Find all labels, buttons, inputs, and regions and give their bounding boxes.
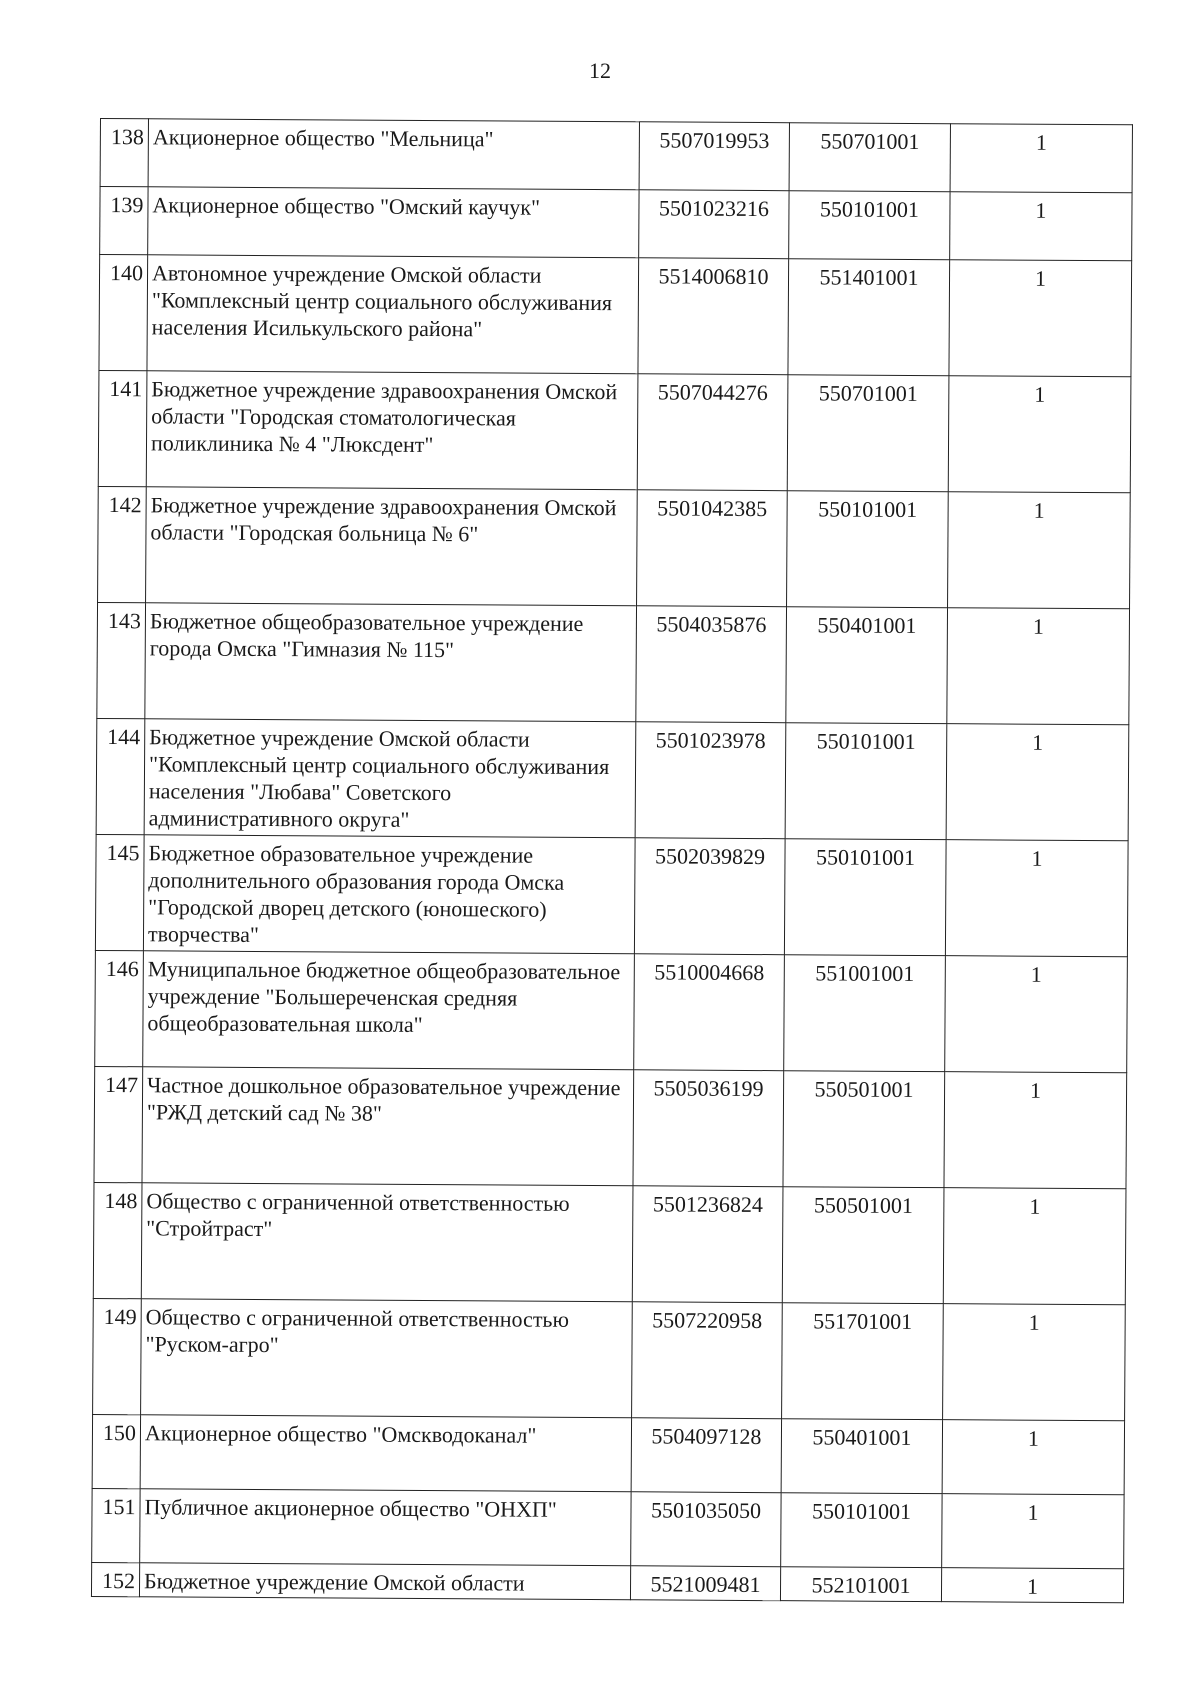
row-number: 150 <box>92 1414 140 1488</box>
row-number: 144 <box>96 718 145 834</box>
quantity-value: 1 <box>947 608 1130 725</box>
kpp-value: 550101001 <box>781 1493 942 1568</box>
row-number: 140 <box>99 255 148 371</box>
table-row <box>94 1066 1127 1188</box>
quantity-value: 1 <box>948 376 1131 493</box>
organization-name: Бюджетное образовательное учреждение дополнительного образования города Омска "Городской дворец детского (юношеского) творчества" <box>143 835 635 954</box>
kpp-value: 551001001 <box>784 955 946 1072</box>
inn-value: 5510004668 <box>634 954 785 1071</box>
table-row <box>91 1562 1123 1602</box>
quantity-value: 1 <box>948 492 1131 609</box>
table-row <box>93 1298 1126 1420</box>
row-number: 142 <box>98 486 147 602</box>
organization-name: Муниципальное бюджетное общеобразовательное учреждение "Большереченская средняя общеобразовательная школа" <box>143 951 635 1070</box>
table-row <box>100 187 1132 261</box>
kpp-value: 552101001 <box>780 1567 941 1602</box>
table-row <box>95 950 1128 1072</box>
table-row <box>93 1182 1126 1304</box>
quantity-value: 1 <box>949 260 1132 377</box>
organization-name: Автономное учреждение Омской области "Комплексный центр социального обслуживания населения Исилькульского района" <box>147 255 639 374</box>
inn-value: 5505036199 <box>633 1070 784 1187</box>
inn-value: 5501023216 <box>639 190 789 259</box>
inn-value: 5501236824 <box>632 1186 783 1303</box>
kpp-value: 550101001 <box>784 839 946 956</box>
quantity-value: 1 <box>943 1188 1126 1305</box>
row-number: 151 <box>92 1488 140 1562</box>
table-row <box>98 370 1131 492</box>
quantity-value: 1 <box>945 840 1128 957</box>
inn-value: 5504035876 <box>636 606 787 723</box>
inn-value: 5507019953 <box>639 122 789 191</box>
table-row <box>98 486 1131 608</box>
kpp-value: 550401001 <box>781 1419 942 1494</box>
organization-name: Бюджетное учреждение здравоохранения Омской области "Городская стоматологическая поликлиника № 4 "Люксдент" <box>146 371 638 490</box>
table-row <box>100 119 1132 193</box>
inn-value: 5501042385 <box>637 490 788 607</box>
row-number: 139 <box>100 187 148 255</box>
quantity-value: 1 <box>943 1304 1126 1421</box>
organization-name: Общество с ограниченной ответственностью "Руском-агро" <box>141 1299 633 1418</box>
organization-name: Бюджетное учреждение Омской области "Комплексный центр социального обслуживания населения "Любава" Советского административного округа" <box>144 719 636 838</box>
quantity-value: 1 <box>950 192 1132 261</box>
row-number: 141 <box>98 370 147 486</box>
organization-name: Общество с ограниченной ответственностью "Стройтраст" <box>141 1183 633 1302</box>
organization-name: Бюджетное общеобразовательное учреждение города Омска "Гимназия № 115" <box>145 603 637 722</box>
row-number: 147 <box>94 1066 143 1182</box>
kpp-value: 551401001 <box>788 259 950 376</box>
organization-name: Бюджетное учреждение Омской области <box>139 1563 630 1600</box>
kpp-value: 550501001 <box>782 1187 944 1304</box>
organization-name: Публичное акционерное общество "ОНХП" <box>140 1489 631 1566</box>
organization-name: Бюджетное учреждение здравоохранения Омской области "Городская больница № 6" <box>146 487 638 606</box>
quantity-value: 1 <box>950 124 1132 193</box>
inn-value: 5504097128 <box>631 1418 781 1493</box>
kpp-value: 550701001 <box>789 123 950 192</box>
quantity-value: 1 <box>941 1568 1123 1603</box>
organization-name: Акционерное общество "Омский каучук" <box>148 187 639 258</box>
kpp-value: 550101001 <box>789 191 950 260</box>
row-number: 148 <box>93 1182 142 1298</box>
row-number: 145 <box>95 834 144 950</box>
kpp-value: 550701001 <box>787 375 949 492</box>
row-number: 143 <box>97 602 146 718</box>
inn-value: 5502039829 <box>634 838 785 955</box>
table-row <box>96 718 1129 840</box>
quantity-value: 1 <box>944 1072 1127 1189</box>
row-number: 149 <box>93 1298 142 1414</box>
kpp-value: 550401001 <box>786 607 948 724</box>
inn-value: 5514006810 <box>638 258 789 375</box>
quantity-value: 1 <box>942 1420 1124 1495</box>
kpp-value: 550101001 <box>787 491 949 608</box>
organization-name: Акционерное общество "Омскводоканал" <box>140 1415 631 1492</box>
table-row <box>95 834 1128 956</box>
row-number: 152 <box>91 1562 139 1596</box>
kpp-value: 550101001 <box>785 723 947 840</box>
row-number: 138 <box>100 119 148 187</box>
quantity-value: 1 <box>945 956 1128 1073</box>
table-row <box>97 602 1130 724</box>
quantity-value: 1 <box>946 724 1129 841</box>
organizations-table <box>91 118 1133 1603</box>
table-row <box>99 255 1132 377</box>
inn-value: 5507220958 <box>632 1302 783 1419</box>
inn-value: 5501035050 <box>631 1492 781 1567</box>
quantity-value: 1 <box>942 1494 1124 1569</box>
kpp-value: 550501001 <box>783 1071 945 1188</box>
inn-value: 5507044276 <box>637 374 788 491</box>
inn-value: 5521009481 <box>630 1566 780 1601</box>
page-number: 12 <box>589 58 611 83</box>
inn-value: 5501023978 <box>635 722 786 839</box>
row-number: 146 <box>95 950 144 1066</box>
kpp-value: 551701001 <box>782 1303 944 1420</box>
organization-name: Частное дошкольное образовательное учреждение "РЖД детский сад № 38" <box>142 1067 634 1186</box>
table-row <box>92 1488 1124 1568</box>
organization-name: Акционерное общество "Мельница" <box>148 119 639 190</box>
table-row <box>92 1414 1124 1494</box>
